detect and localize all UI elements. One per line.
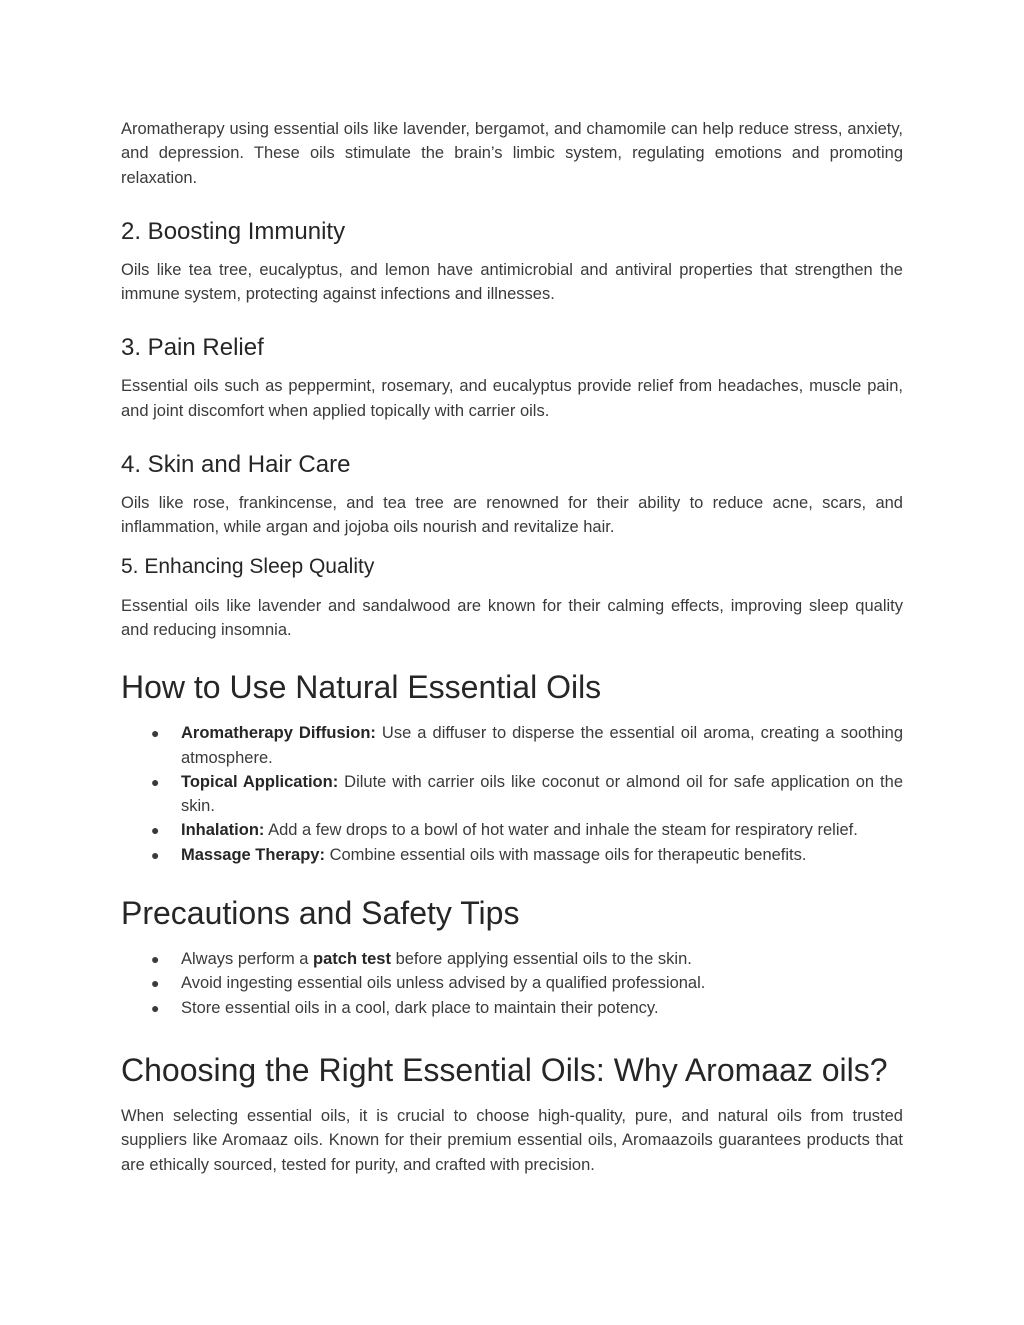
list-item bbox=[121, 947, 903, 971]
heading-pain-relief: 3. Pain Relief bbox=[121, 334, 264, 362]
bullet-icon: ● bbox=[151, 975, 160, 992]
bullet-icon: ● bbox=[151, 999, 160, 1016]
item-text: Store essential oils in a cool, dark place to maintain their potency. bbox=[181, 998, 659, 1017]
item-text: Combine essential oils with massage oils for therapeutic benefits. bbox=[324, 845, 807, 864]
item-text: Always perform a bbox=[181, 950, 314, 969]
item-label: Inhalation: bbox=[181, 821, 265, 840]
document-content bbox=[121, 117, 903, 1177]
item-text: Add a few drops to a bowl of hot water and inhale the steam for respiratory relief. bbox=[264, 821, 858, 840]
list-item bbox=[121, 971, 903, 995]
skin-hair-care-paragraph: Oils like rose, frankincense, and tea tree are renowned for their ability to reduce acne, scars, and inflammation, while argan and jojoba oils nourish and revitalize hair. bbox=[121, 494, 903, 537]
item-emphasis: patch test bbox=[313, 950, 391, 969]
sleep-quality-paragraph: Essential oils like lavender and sandalwood are known for their calming effects, improving sleep quality and reducing insomnia. bbox=[121, 596, 903, 639]
list-item bbox=[121, 818, 903, 842]
item-text: Use a diffuser to disperse the essential oil aroma, creating a soothing atmosphere. bbox=[181, 724, 903, 767]
heading-sleep-quality: 5. Enhancing Sleep Quality bbox=[121, 554, 375, 578]
item-text: before applying essential oils to the skin. bbox=[390, 950, 692, 969]
choosing-oils-paragraph: When selecting essential oils, it is crucial to choose high-quality, pure, and natural oils from trusted suppliers like Aromaaz oils. Known for their premium essential oils, Aromaazoils guarantees products that are ethically sourced, tested for purity, and crafted with precision. bbox=[121, 1106, 903, 1174]
heading-skin-hair-care: 4. Skin and Hair Care bbox=[121, 451, 351, 479]
pain-relief-paragraph: Essential oils such as peppermint, rosemary, and eucalyptus provide relief from headaches, muscle pain, and joint discomfort when applied topically with carrier oils. bbox=[121, 377, 903, 420]
list-item bbox=[121, 770, 903, 819]
bullet-icon: ● bbox=[151, 822, 160, 839]
bullet-icon: ● bbox=[151, 725, 160, 742]
item-text: Dilute with carrier oils like coconut or almond oil for safe application on the skin. bbox=[181, 772, 903, 816]
how-to-use-list bbox=[121, 721, 903, 867]
list-item bbox=[121, 996, 903, 1020]
list-item bbox=[121, 721, 903, 770]
bullet-icon: ● bbox=[151, 951, 160, 968]
heading-how-to-use: How to Use Natural Essential Oils bbox=[121, 669, 602, 706]
boosting-immunity-paragraph: Oils like tea tree, eucalyptus, and lemon have antimicrobial and antiviral properties that strengthen the immune system, protecting against infections and illnesses. bbox=[121, 260, 903, 304]
item-text: Avoid ingesting essential oils unless advised by a qualified professional. bbox=[181, 974, 706, 993]
list-item bbox=[121, 843, 903, 867]
heading-boosting-immunity: 2. Boosting Immunity bbox=[121, 217, 346, 245]
item-label: Topical Application: bbox=[181, 772, 339, 791]
intro-paragraph: Aromatherapy using essential oils like lavender, bergamot, and chamomile can help reduce stress, anxiety, and depression. These oils stimulate the brain’s limbic system, regulating emotions and promoting relaxation. bbox=[121, 120, 903, 187]
item-label: Aromatherapy Diffusion: bbox=[181, 724, 376, 743]
bullet-icon: ● bbox=[151, 846, 160, 863]
bullet-icon: ● bbox=[151, 773, 160, 790]
item-label: Massage Therapy: bbox=[181, 845, 325, 864]
heading-choosing-oils: Choosing the Right Essential Oils: Why Aromaaz oils? bbox=[121, 1051, 888, 1088]
precautions-list bbox=[121, 947, 903, 1020]
heading-precautions: Precautions and Safety Tips bbox=[121, 895, 520, 932]
